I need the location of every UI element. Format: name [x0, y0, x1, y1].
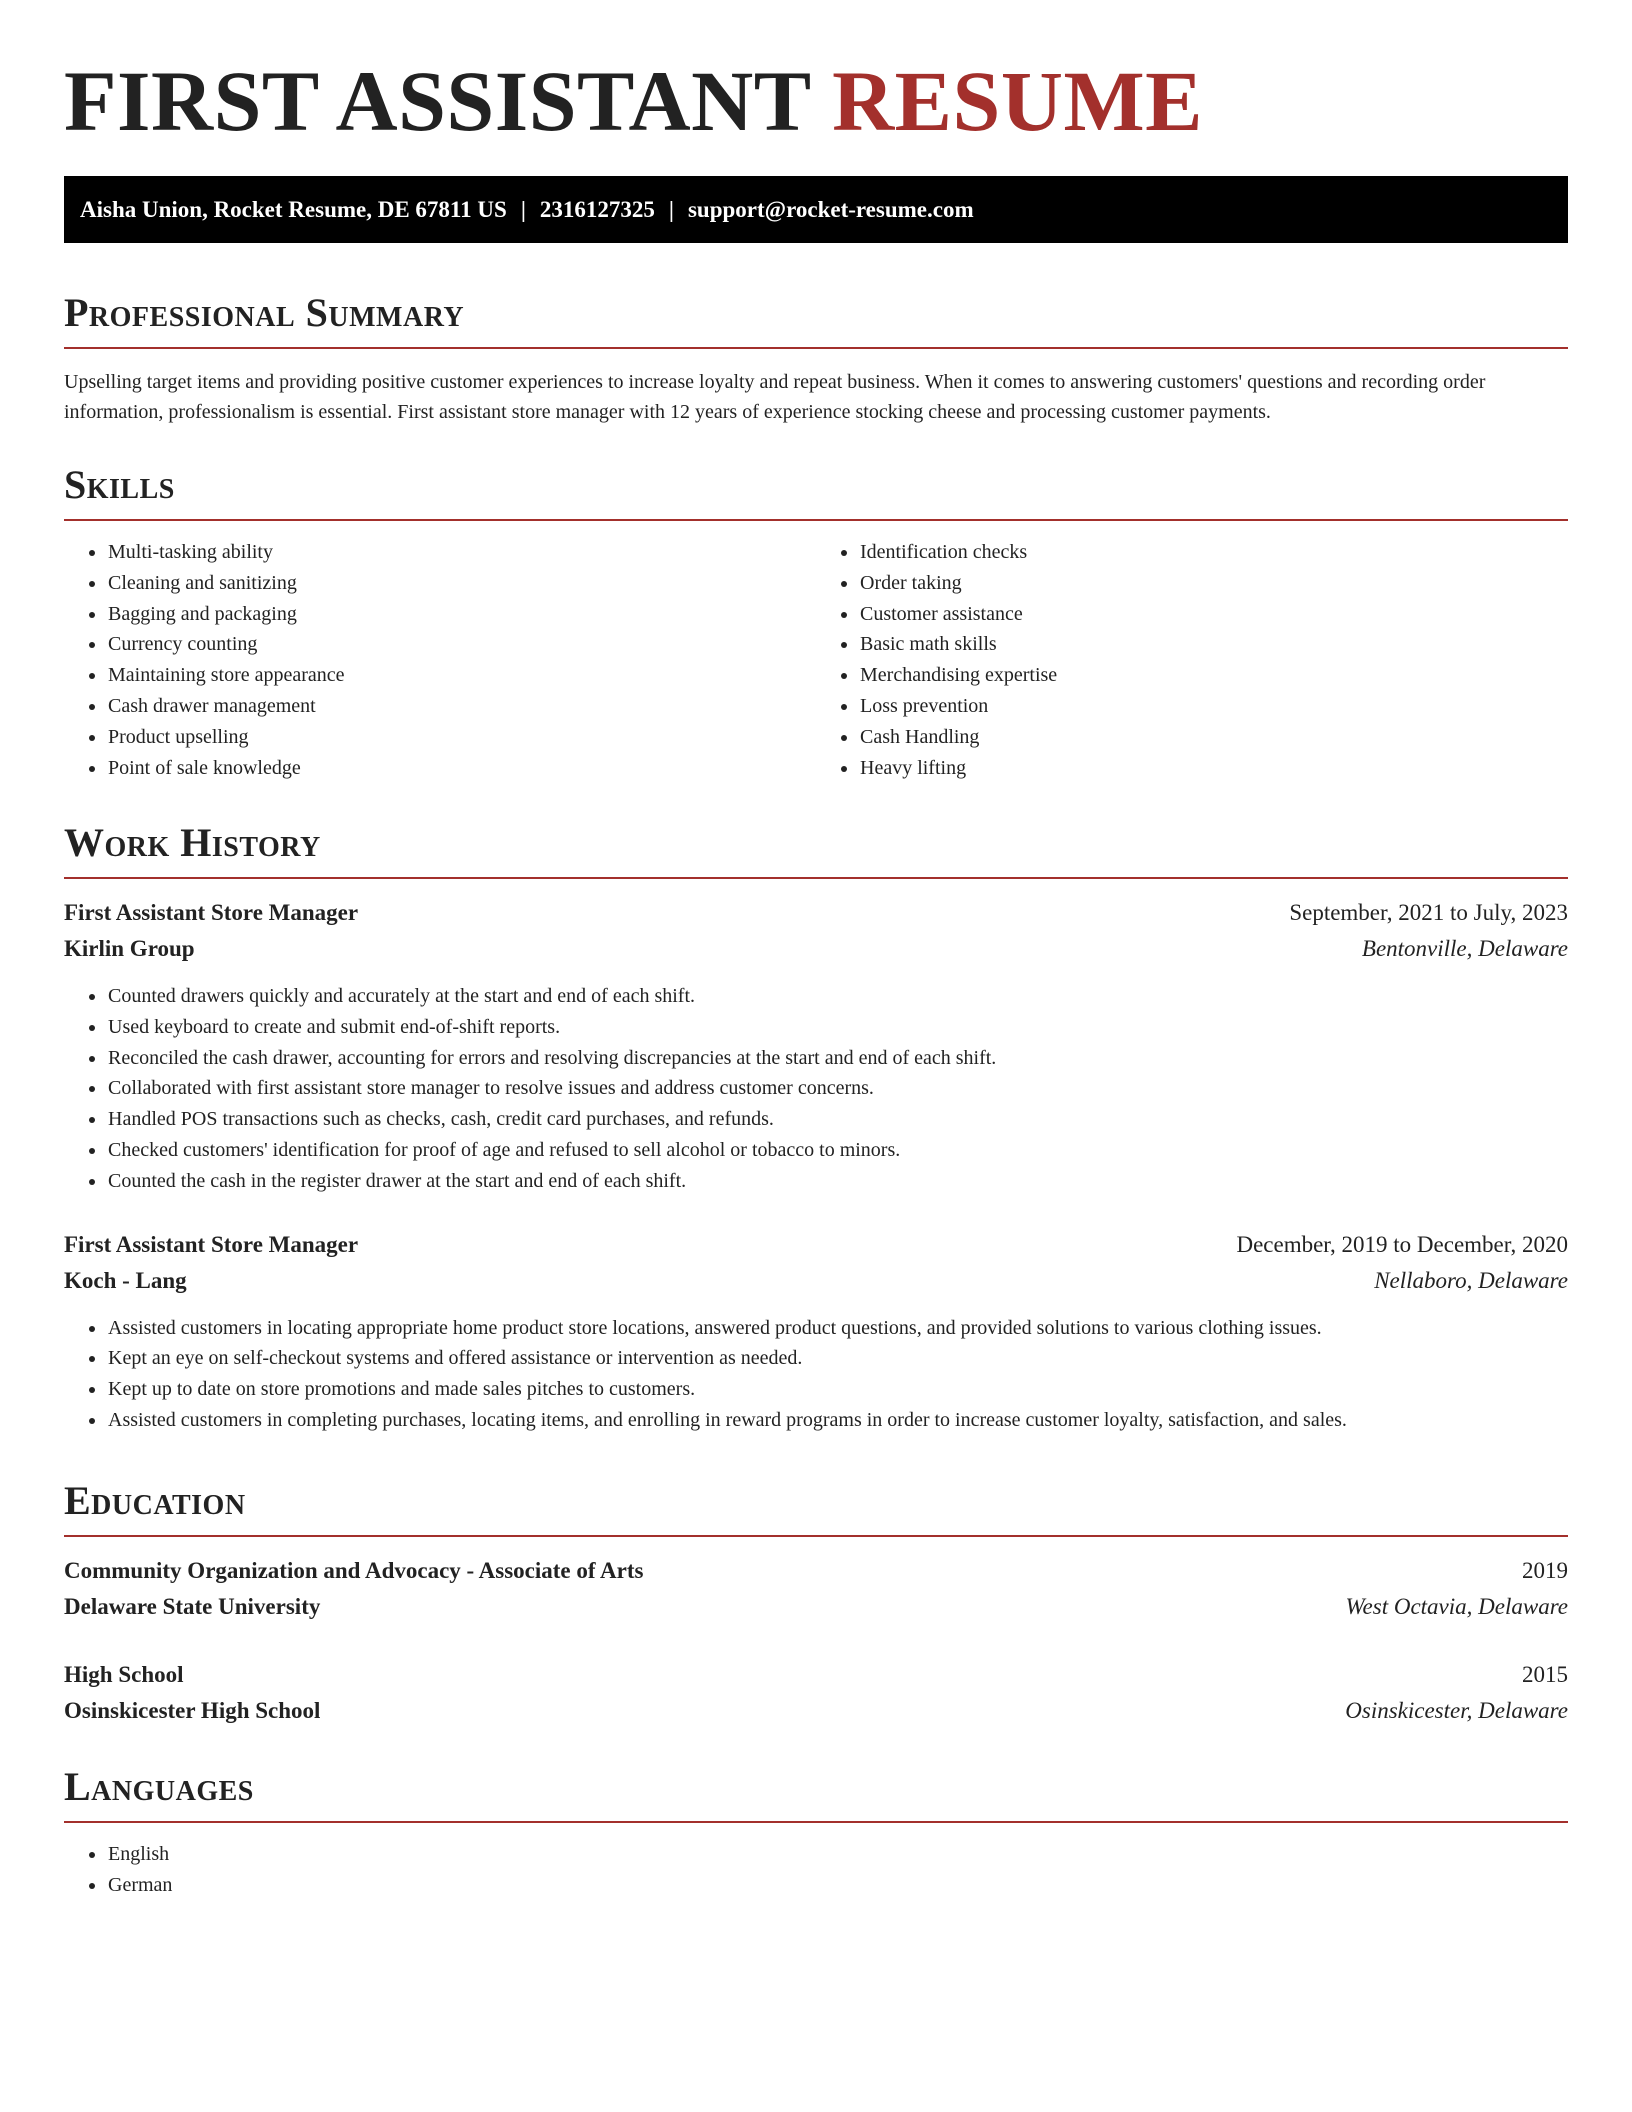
education-degree: High School — [64, 1662, 184, 1687]
list-item: • Counted the cash in the register drawer at the start and end of each shift. — [107, 1166, 1568, 1197]
list-item: • Counted drawers quickly and accurately at the start and end of each shift. — [107, 981, 1568, 1012]
list-item: • Heavy lifting — [859, 753, 1568, 784]
skills-list-left — [64, 537, 816, 783]
skills-columns — [64, 537, 1568, 783]
education-school: Delaware State University — [64, 1594, 321, 1619]
list-item: • Assisted customers in locating appropriate home product store locations, answered product questions, and provided solutions to various clothing issues. — [107, 1313, 1568, 1344]
section-heading: Skills — [64, 465, 1568, 521]
section-heading: Languages — [64, 1767, 1568, 1823]
education-degree: Community Organization and Advocacy - Associate of Arts — [64, 1558, 644, 1583]
list-item: • Order taking — [859, 568, 1568, 599]
title-main: FIRST ASSISTANT — [64, 53, 811, 149]
list-item: • Kept up to date on store promotions and made sales pitches to customers. — [107, 1374, 1568, 1405]
skills-list-right — [816, 537, 1568, 783]
job-title: First Assistant Store Manager — [64, 900, 359, 925]
list-item: • Customer assistance — [859, 599, 1568, 630]
education-degree-row — [64, 1553, 1568, 1589]
education-year: 2019 — [1522, 1558, 1568, 1583]
languages-list — [64, 1839, 1568, 1901]
list-item: • Reconciled the cash drawer, accounting for errors and resolving discrepancies at the start and end of each shift. — [107, 1043, 1568, 1074]
title-accent: RESUME — [832, 53, 1203, 149]
list-item: • Collaborated with first assistant store manager to resolve issues and address customer concerns. — [107, 1073, 1568, 1104]
job-title: First Assistant Store Manager — [64, 1231, 359, 1257]
job-title-row — [64, 895, 1568, 931]
job-company-row — [64, 931, 1568, 967]
list-item: • Loss prevention — [859, 691, 1568, 722]
list-item: • English — [107, 1839, 1568, 1870]
job-dates: December, 2019 to December, 2020 — [1236, 1231, 1568, 1257]
section-heading: Work History — [64, 823, 1568, 879]
education-year: 2015 — [1522, 1662, 1568, 1687]
list-item: • Handled POS transactions such as checks, cash, credit card purchases, and refunds. — [107, 1104, 1568, 1135]
list-item: • Assisted customers in completing purchases, locating items, and enrolling in reward programs in order to increase customer loyalty, satisfaction, and sales. — [107, 1405, 1568, 1436]
list-item: • Identification checks — [859, 537, 1568, 568]
section-heading: Education — [64, 1481, 1568, 1537]
job-title-row — [64, 1227, 1568, 1263]
job-company-row — [64, 1263, 1568, 1299]
job-company: Kirlin Group — [64, 936, 195, 961]
education-school: Osinskicester High School — [64, 1698, 321, 1723]
list-item: • Cleaning and sanitizing — [107, 568, 816, 599]
contact-separator: | — [520, 197, 526, 222]
summary-text: Upselling target items and providing positive customer experiences to increase loyalty and repeat business. When it comes to answering customers' questions and recording order information, professionalism is essential. First assistant store manager with 12 years of experience stocking cheese and processing customer payments. — [64, 371, 1486, 423]
education-section — [64, 1478, 1568, 1729]
list-item: • Cash drawer management — [107, 691, 816, 722]
list-item: • Basic math skills — [859, 629, 1568, 660]
contact-bar — [64, 176, 1568, 243]
job-location: Nellaboro, Delaware — [1374, 1267, 1568, 1293]
contact-separator: | — [668, 197, 674, 222]
job-bullets — [64, 981, 1568, 1197]
list-item: • Bagging and packaging — [107, 599, 816, 630]
list-item: • Kept an eye on self-checkout systems and offered assistance or intervention as needed. — [107, 1343, 1568, 1374]
education-school-row — [64, 1589, 1568, 1625]
job-entry — [64, 895, 1568, 1197]
job-dates: September, 2021 to July, 2023 — [1289, 900, 1568, 925]
education-entry — [64, 1657, 1568, 1729]
section-heading: Professional Summary — [64, 293, 1568, 349]
education-degree-row — [64, 1657, 1568, 1693]
list-item: • German — [107, 1870, 1568, 1901]
job-bullets — [64, 1313, 1568, 1436]
list-item: • Maintaining store appearance — [107, 660, 816, 691]
skills-section — [64, 462, 1568, 783]
list-item: • Point of sale knowledge — [107, 753, 816, 784]
list-item: • Multi-tasking ability — [107, 537, 816, 568]
list-item: • Merchandising expertise — [859, 660, 1568, 691]
list-item: • Checked customers' identification for proof of age and refused to sell alcohol or tobacco to minors. — [107, 1135, 1568, 1166]
job-company: Koch - Lang — [64, 1267, 187, 1293]
list-item: • Cash Handling — [859, 722, 1568, 753]
job-entry — [64, 1227, 1568, 1436]
contact-address: Aisha Union, Rocket Resume, DE 67811 US — [80, 197, 507, 222]
contact-phone: 2316127325 — [539, 197, 655, 222]
work-section — [64, 820, 1568, 1436]
contact-email: support@rocket-resume.com — [687, 197, 974, 222]
list-item: • Product upselling — [107, 722, 816, 753]
job-location: Bentonville, Delaware — [1361, 936, 1568, 961]
summary-section — [64, 290, 1568, 427]
education-school-row — [64, 1693, 1568, 1729]
education-location: West Octavia, Delaware — [1345, 1594, 1568, 1619]
list-item: • Used keyboard to create and submit end-of-shift reports. — [107, 1012, 1568, 1043]
education-entry — [64, 1553, 1568, 1625]
list-item: • Currency counting — [107, 629, 816, 660]
resume-title — [64, 53, 1203, 149]
languages-section — [64, 1764, 1568, 1901]
education-location: Osinskicester, Delaware — [1345, 1698, 1568, 1723]
